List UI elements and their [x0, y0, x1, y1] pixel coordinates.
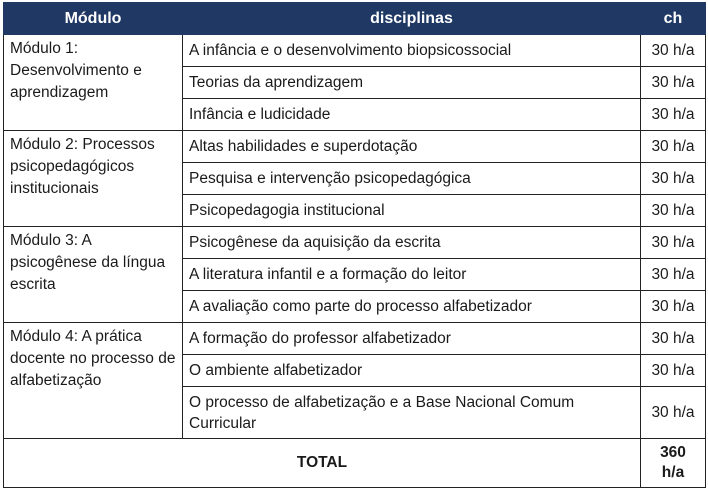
module-4-name: Módulo 4: A prática docente no processo de alfabetização	[4, 323, 183, 439]
header-module: Módulo	[4, 3, 183, 35]
total-label: TOTAL	[4, 439, 641, 488]
discipline-cell: Pesquisa e intervenção psicopedagógica	[183, 163, 641, 195]
discipline-cell: A literatura infantil e a formação do leitor	[183, 259, 641, 291]
ch-cell: 30 h/a	[641, 323, 706, 355]
table-row	[4, 227, 706, 259]
table-row	[4, 35, 706, 67]
total-value: 360 h/a	[641, 439, 706, 488]
discipline-cell: A infância e o desenvolvimento biopsicossocial	[183, 35, 641, 67]
module-1-name: Módulo 1: Desenvolvimento e aprendizagem	[4, 35, 183, 131]
header-disciplines: disciplinas	[183, 3, 641, 35]
ch-cell: 30 h/a	[641, 227, 706, 259]
discipline-cell: Infância e ludicidade	[183, 99, 641, 131]
curriculum-table	[3, 2, 706, 488]
ch-cell: 30 h/a	[641, 291, 706, 323]
discipline-cell: Psicogênese da aquisição da escrita	[183, 227, 641, 259]
header-row	[4, 3, 706, 35]
discipline-cell: Psicopedagogia institucional	[183, 195, 641, 227]
header-ch: ch	[641, 3, 706, 35]
module-2-name: Módulo 2: Processos psicopedagógicos institucionais	[4, 131, 183, 227]
ch-cell: 30 h/a	[641, 259, 706, 291]
discipline-cell: A formação do professor alfabetizador	[183, 323, 641, 355]
discipline-cell: Teorias da aprendizagem	[183, 67, 641, 99]
ch-cell: 30 h/a	[641, 163, 706, 195]
ch-cell: 30 h/a	[641, 99, 706, 131]
table-row	[4, 323, 706, 355]
total-row	[4, 439, 706, 488]
discipline-cell: Altas habilidades e superdotação	[183, 131, 641, 163]
discipline-cell: O ambiente alfabetizador	[183, 355, 641, 387]
ch-cell: 30 h/a	[641, 67, 706, 99]
ch-cell: 30 h/a	[641, 195, 706, 227]
ch-cell: 30 h/a	[641, 387, 706, 439]
discipline-cell: A avaliação como parte do processo alfabetizador	[183, 291, 641, 323]
ch-cell: 30 h/a	[641, 35, 706, 67]
discipline-cell: O processo de alfabetização e a Base Nacional Comum Curricular	[183, 387, 641, 439]
ch-cell: 30 h/a	[641, 131, 706, 163]
module-3-name: Módulo 3: A psicogênese da língua escrita	[4, 227, 183, 323]
table-row	[4, 131, 706, 163]
ch-cell: 30 h/a	[641, 355, 706, 387]
